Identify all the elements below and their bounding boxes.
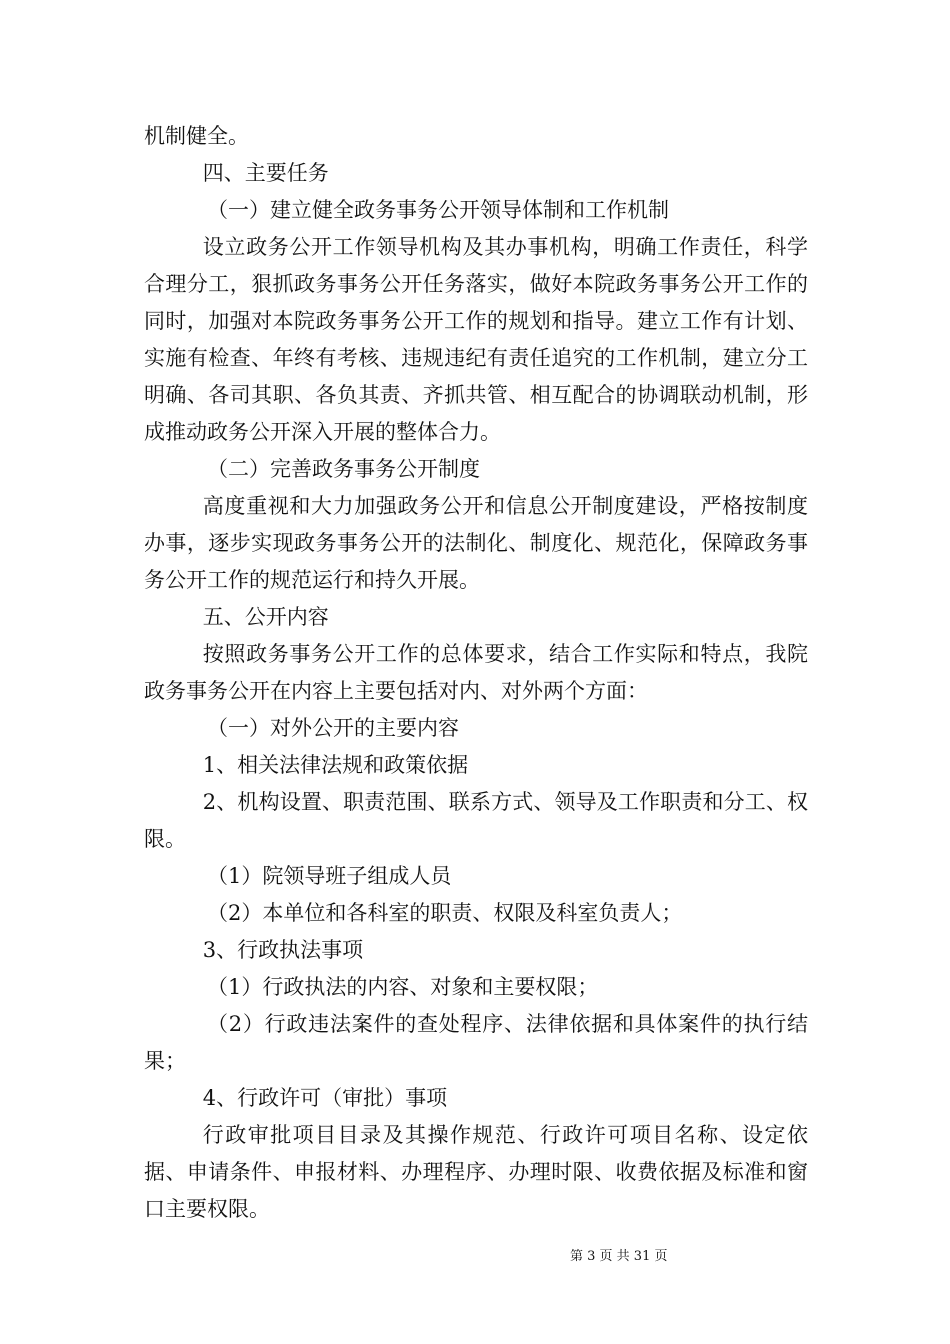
- paragraph: （一）建立健全政务事务公开领导体制和工作机制: [207, 198, 669, 222]
- paragraph: 1、相关法律法规和政策依据: [202, 753, 469, 777]
- paragraph: 3、行政执法事项: [202, 938, 364, 962]
- page-footer: 第 3 页 共 31 页: [570, 1249, 668, 1264]
- paragraph: 机制健全。: [144, 124, 249, 148]
- paragraph: 高度重视和大力加强政务公开和信息公开制度建设，严格按制度办事，逐步实现政务事务公开的法制化、制度化、规范化，保障政务事务公开工作的规范运行和持久开展。: [144, 494, 808, 592]
- paragraph: 五、公开内容: [202, 605, 329, 629]
- paragraph: （二）完善政务事务公开制度: [207, 457, 480, 481]
- paragraph: 4、行政许可（审批）事项: [202, 1086, 448, 1110]
- paragraph: 按照政务事务公开工作的总体要求，结合工作实际和特点，我院政务事务公开在内容上主要包括对内、对外两个方面：: [144, 642, 808, 703]
- paragraph: 2、机构设置、职责范围、联系方式、领导及工作职责和分工、权限。: [144, 790, 808, 851]
- paragraph: 行政审批项目目录及其操作规范、行政许可项目名称、设定依据、申请条件、申报材料、办理程序、办理时限、收费依据及标准和窗口主要权限。: [144, 1123, 808, 1221]
- paragraph: 四、主要任务: [202, 161, 329, 185]
- document-body: [144, 118, 808, 1228]
- paragraph: 设立政务公开工作领导机构及其办事机构，明确工作责任，科学合理分工，狠抓政务事务公开任务落实，做好本院政务事务公开工作的同时，加强对本院政务事务公开工作的规划和指导。建立工作有计划、实施有检查、年终有考核、违规违纪有责任追究的工作机制，建立分工明确、各司其职、各负其责、齐抓共管、相互配合的协调联动机制，形成推动政务公开深入开展的整体合力。: [144, 235, 808, 444]
- paragraph: （2）本单位和各科室的职责、权限及科室负责人；: [207, 901, 683, 925]
- paragraph: （1）行政执法的内容、对象和主要权限；: [207, 975, 599, 999]
- paragraph: （一）对外公开的主要内容: [207, 716, 459, 740]
- paragraph: （1）院领导班子组成人员: [207, 864, 452, 888]
- paragraph: （2）行政违法案件的查处程序、法律依据和具体案件的执行结果；: [144, 1012, 808, 1073]
